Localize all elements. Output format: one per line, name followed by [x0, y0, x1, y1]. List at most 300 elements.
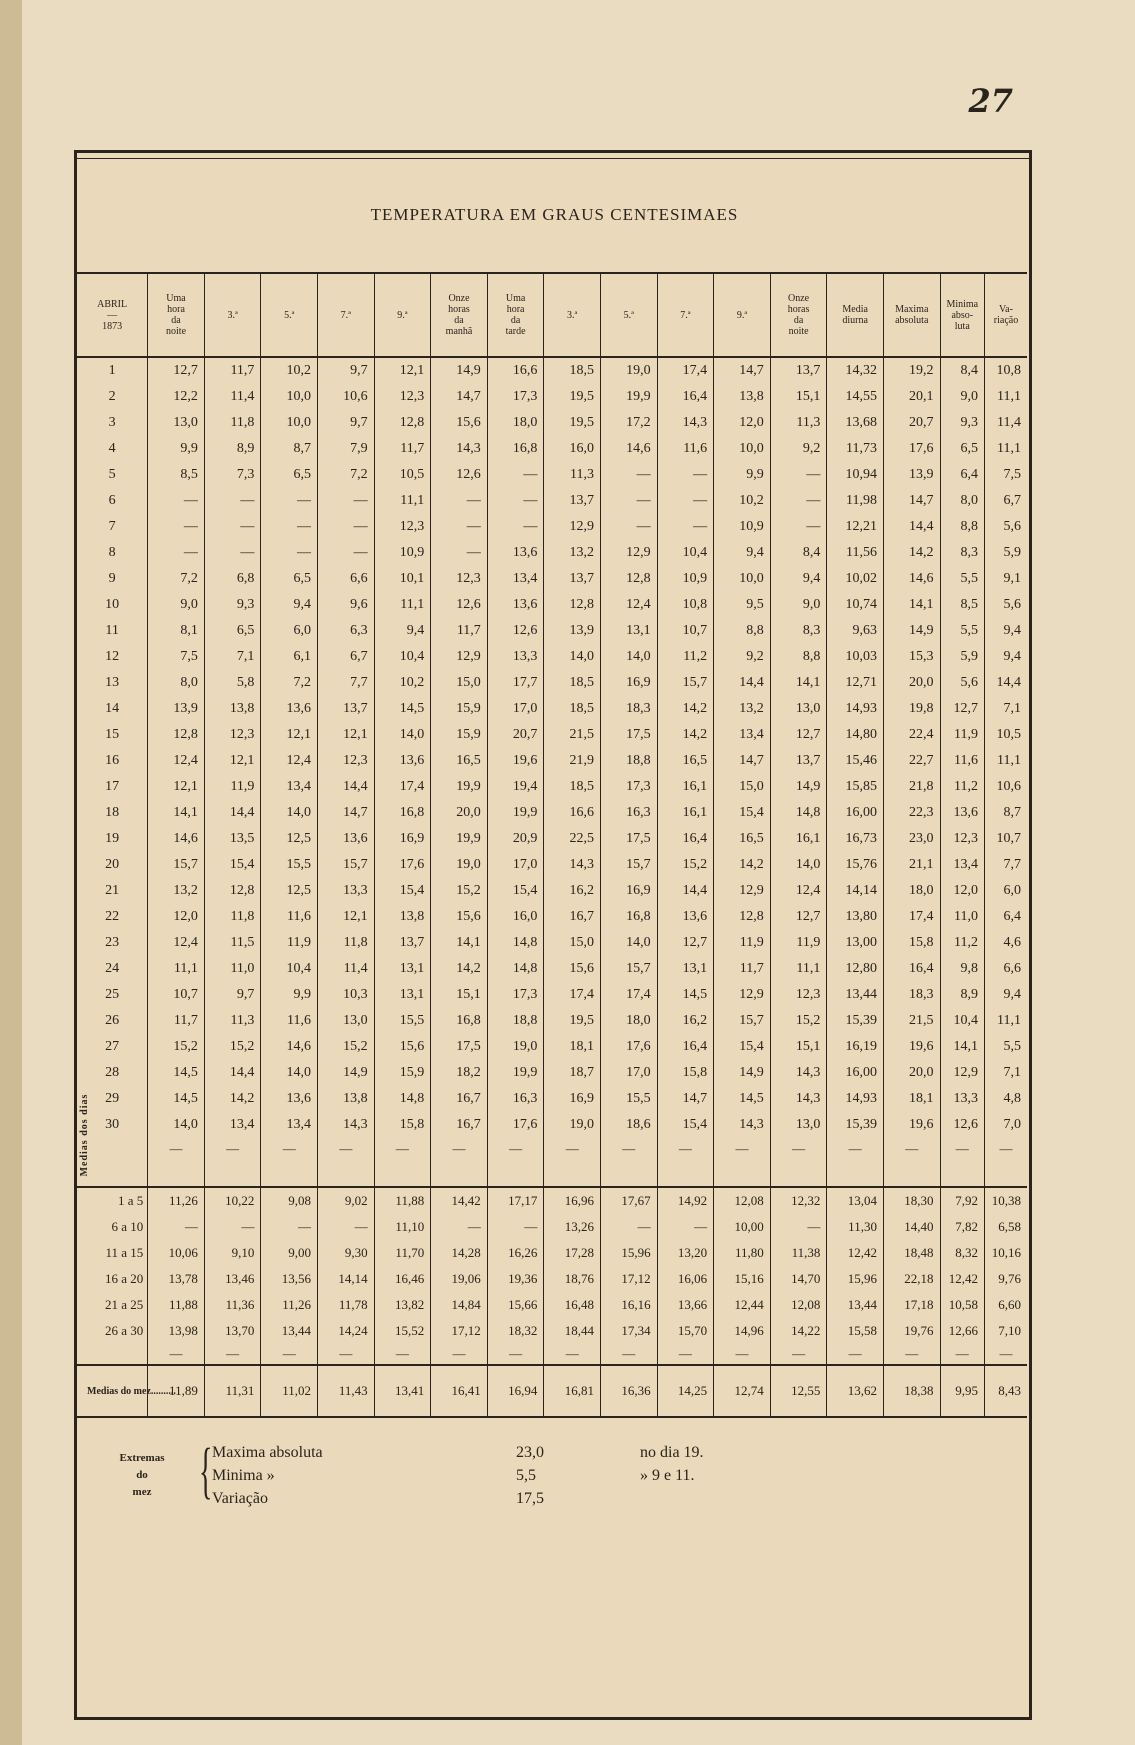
table-cell: 20,1	[883, 384, 940, 410]
table-row	[77, 384, 1027, 410]
table-cell: 6,8	[204, 566, 261, 592]
row-label: 23	[105, 935, 120, 950]
table-cell: 23,0	[883, 826, 940, 852]
table-cell: 21,8	[883, 774, 940, 800]
table-cell: 17,4	[374, 774, 431, 800]
table-cell: 11,1	[374, 592, 431, 618]
row-label: 4	[108, 441, 116, 456]
table-cell: 5,8	[204, 670, 261, 696]
table-cell: —	[204, 1214, 261, 1240]
table-cell: 15,96	[600, 1240, 657, 1266]
table-cell: 12,0	[940, 878, 984, 904]
column-header-line: 5.ª	[284, 309, 295, 321]
table-cell: 11,7	[148, 1008, 205, 1034]
table-cell: 19,6	[883, 1112, 940, 1138]
table-cell: 16,3	[487, 1086, 544, 1112]
table-cell: 7,82	[940, 1214, 984, 1240]
table-cell: 14,1	[883, 592, 940, 618]
table-cell: 10,9	[714, 514, 771, 540]
table-row	[77, 1112, 1027, 1138]
table-cell: 14,42	[431, 1187, 488, 1214]
table-cell: 16,94	[487, 1365, 544, 1417]
table-cell: 17,6	[883, 436, 940, 462]
table-cell: 15,16	[714, 1266, 771, 1292]
table-cell: 6,58	[985, 1214, 1028, 1240]
table-cell: 10,7	[985, 826, 1028, 852]
table-cell: 15,7	[657, 670, 714, 696]
table-cell: 14,80	[827, 722, 884, 748]
table-cell: 7,2	[148, 566, 205, 592]
table-cell: 14,4	[714, 670, 771, 696]
column-header-line: hora	[506, 304, 525, 315]
table-cell: 16,00	[827, 1060, 884, 1086]
table-cell: 13,3	[318, 878, 375, 904]
table-cell: 15,7	[600, 956, 657, 982]
table-cell: 13,9	[544, 618, 601, 644]
medias-row	[77, 1318, 1027, 1344]
table-cell: 17,3	[487, 384, 544, 410]
table-cell: 13,1	[374, 982, 431, 1008]
table-cell: 14,24	[318, 1318, 375, 1344]
table-cell: 20,7	[487, 722, 544, 748]
table-row	[77, 1086, 1027, 1112]
table-cell: —	[487, 462, 544, 488]
table-cell: 18,5	[544, 696, 601, 722]
table-cell: 11,31	[204, 1365, 261, 1417]
table-cell: 12,08	[770, 1292, 827, 1318]
extreme-label: Maxima absoluta	[212, 1444, 323, 1461]
table-cell: 14,9	[714, 1060, 771, 1086]
table-cell: 14,7	[714, 748, 771, 774]
table-cell: —	[657, 1214, 714, 1240]
table-cell: 14,9	[883, 618, 940, 644]
row-label: 16	[105, 753, 120, 768]
column-header	[827, 273, 884, 357]
table-cell: —	[148, 488, 205, 514]
row-label: 24	[105, 961, 120, 976]
table-cell: 14,6	[148, 826, 205, 852]
table-cell: 15,5	[374, 1008, 431, 1034]
dash-cell: —	[148, 1138, 205, 1160]
table-cell: —	[600, 514, 657, 540]
table-cell: 12,8	[204, 878, 261, 904]
table-cell: 13,5	[204, 826, 261, 852]
table-cell: 10,03	[827, 644, 884, 670]
table-cell: 14,4	[318, 774, 375, 800]
table-cell: 7,1	[985, 696, 1028, 722]
table-row	[77, 774, 1027, 800]
table-cell: 14,8	[487, 930, 544, 956]
table-cell: 9,4	[714, 540, 771, 566]
table-cell: 16,41	[431, 1365, 488, 1417]
table-cell: 10,2	[261, 357, 318, 384]
table-cell: 15,6	[544, 956, 601, 982]
dash-cell: —	[985, 1344, 1028, 1365]
extremes-heading-line: do	[136, 1469, 148, 1481]
table-cell: 17,34	[600, 1318, 657, 1344]
medias-row	[77, 1214, 1027, 1240]
table-cell: —	[600, 488, 657, 514]
column-header	[883, 273, 940, 357]
table-cell: 13,4	[487, 566, 544, 592]
table-cell: 14,7	[657, 1086, 714, 1112]
row-label: 27	[105, 1039, 120, 1054]
table-cell: 15,39	[827, 1008, 884, 1034]
table-cell: 13,6	[487, 540, 544, 566]
table-cell: 14,6	[600, 436, 657, 462]
table-cell: 6,1	[261, 644, 318, 670]
table-row	[77, 722, 1027, 748]
table-cell: 15,0	[544, 930, 601, 956]
table-cell: 17,17	[487, 1187, 544, 1214]
table-cell: 11,1	[148, 956, 205, 982]
table-cell: 14,6	[883, 566, 940, 592]
table-cell: 18,3	[600, 696, 657, 722]
table-cell: 8,8	[940, 514, 984, 540]
table-cell: 6,0	[261, 618, 318, 644]
table-cell: 12,3	[940, 826, 984, 852]
table-cell: 11,3	[770, 410, 827, 436]
table-cell: 15,66	[487, 1292, 544, 1318]
table-cell: 21,9	[544, 748, 601, 774]
table-row	[77, 1008, 1027, 1034]
row-label: Medias do mez..........	[77, 1365, 148, 1417]
table-cell: —	[487, 514, 544, 540]
table-cell: 11,2	[940, 930, 984, 956]
row-label: 19	[105, 831, 120, 846]
extreme-value: 17,5	[516, 1490, 544, 1507]
table-cell: 10,4	[374, 644, 431, 670]
table-cell: 12,4	[261, 748, 318, 774]
table-cell: 14,1	[431, 930, 488, 956]
table-cell: 8,8	[714, 618, 771, 644]
dash-cell: —	[770, 1138, 827, 1160]
table-cell: 11,2	[940, 774, 984, 800]
table-cell: 16,5	[714, 826, 771, 852]
table-cell: —	[204, 514, 261, 540]
table-cell: 9,2	[770, 436, 827, 462]
table-cell: 13,68	[827, 410, 884, 436]
table-cell: 10,8	[985, 357, 1028, 384]
table-cell: 9,4	[770, 566, 827, 592]
table-cell: 15,85	[827, 774, 884, 800]
table-cell: 10,0	[714, 436, 771, 462]
table-cell: 14,3	[657, 410, 714, 436]
table-cell: 12,1	[261, 722, 318, 748]
table-cell: 14,0	[374, 722, 431, 748]
table-cell: 15,9	[431, 722, 488, 748]
table-cell: 15,6	[374, 1034, 431, 1060]
column-header-line: Uma	[505, 293, 526, 304]
table-cell: 13,6	[261, 696, 318, 722]
header-row	[77, 273, 1027, 357]
table-cell: 13,44	[261, 1318, 318, 1344]
table-cell: 19,5	[544, 410, 601, 436]
table-cell: 13,7	[374, 930, 431, 956]
table-cell: 14,0	[600, 644, 657, 670]
table-cell: 11,1	[985, 384, 1028, 410]
table-cell: 16,3	[600, 800, 657, 826]
table-cell: 12,1	[148, 774, 205, 800]
table-row	[77, 826, 1027, 852]
table-cell: 10,00	[714, 1214, 771, 1240]
table-cell: 14,14	[318, 1266, 375, 1292]
table-cell: 13,44	[827, 982, 884, 1008]
table-cell: 12,74	[714, 1365, 771, 1417]
table-cell: 11,1	[985, 748, 1028, 774]
spacer-cell	[204, 1160, 261, 1187]
table-cell: 5,6	[940, 670, 984, 696]
table-cell: 15,4	[657, 1112, 714, 1138]
table-cell: 16,4	[657, 1034, 714, 1060]
column-header-line: abso-	[951, 309, 974, 321]
table-cell: 8,4	[940, 357, 984, 384]
table-cell: 12,80	[827, 956, 884, 982]
table-cell: 17,5	[600, 722, 657, 748]
table-cell: 9,76	[985, 1266, 1028, 1292]
table-cell: 9,63	[827, 618, 884, 644]
table-cell: 19,9	[487, 1060, 544, 1086]
table-cell: 12,71	[827, 670, 884, 696]
table-cell: 13,70	[204, 1318, 261, 1344]
table-cell: 15,4	[714, 1034, 771, 1060]
table-cell: 11,78	[318, 1292, 375, 1318]
column-header	[204, 273, 261, 357]
table-cell: 12,3	[431, 566, 488, 592]
extreme-row-minima	[212, 1467, 695, 1485]
dash-cell: —	[487, 1138, 544, 1160]
table-cell: 19,9	[431, 826, 488, 852]
table-cell: 12,3	[374, 384, 431, 410]
table-cell: —	[770, 462, 827, 488]
table-cell: 10,0	[261, 384, 318, 410]
table-cell: 15,7	[600, 852, 657, 878]
table-cell: 12,1	[318, 722, 375, 748]
table-cell: 10,3	[318, 982, 375, 1008]
table-cell: 14,7	[431, 384, 488, 410]
table-cell: 14,4	[204, 1060, 261, 1086]
table-cell: 22,5	[544, 826, 601, 852]
dash-cell: —	[985, 1138, 1028, 1160]
table-cell: 20,7	[883, 410, 940, 436]
table-cell: 14,8	[770, 800, 827, 826]
table-cell: 11,98	[827, 488, 884, 514]
dash-row	[77, 1138, 1027, 1160]
table-cell: 15,2	[770, 1008, 827, 1034]
table-cell: —	[204, 540, 261, 566]
table-cell: 19,0	[487, 1034, 544, 1060]
table-cell: 17,4	[883, 904, 940, 930]
extreme-label: Variação	[212, 1490, 268, 1507]
row-label: 10	[105, 597, 120, 612]
table-cell: 13,82	[374, 1292, 431, 1318]
table-cell: 14,0	[148, 1112, 205, 1138]
table-cell: 17,2	[600, 410, 657, 436]
table-cell: 11,1	[770, 956, 827, 982]
table-cell: 16,9	[600, 670, 657, 696]
table-cell: 13,8	[714, 384, 771, 410]
table-cell: 17,0	[487, 852, 544, 878]
table-cell: 9,1	[985, 566, 1028, 592]
table-cell: 9,2	[714, 644, 771, 670]
extreme-label: Minima »	[212, 1467, 275, 1484]
table-cell: 12,3	[374, 514, 431, 540]
table-cell: 14,5	[148, 1086, 205, 1112]
table-cell: 11,1	[985, 1008, 1028, 1034]
column-header	[374, 273, 431, 357]
table-cell: 13,62	[827, 1365, 884, 1417]
table-cell: 7,2	[261, 670, 318, 696]
table-cell: 8,8	[770, 644, 827, 670]
table-cell: 12,8	[714, 904, 771, 930]
table-cell: 16,1	[657, 800, 714, 826]
table-cell: 13,8	[318, 1086, 375, 1112]
table-cell: 9,4	[374, 618, 431, 644]
table-cell: 8,3	[940, 540, 984, 566]
table-cell: 12,9	[431, 644, 488, 670]
table-cell: 7,7	[985, 852, 1028, 878]
table-cell: 15,5	[261, 852, 318, 878]
table-cell: 14,0	[261, 1060, 318, 1086]
dash-cell: —	[544, 1138, 601, 1160]
table-cell: 11,88	[148, 1292, 205, 1318]
table-row	[77, 956, 1027, 982]
table-cell: 11,9	[261, 930, 318, 956]
table-cell: 17,6	[487, 1112, 544, 1138]
table-cell: 21,5	[883, 1008, 940, 1034]
row-label: 2	[108, 389, 116, 404]
table-cell: 10,4	[261, 956, 318, 982]
table-cell: 16,8	[431, 1008, 488, 1034]
table-cell: 9,9	[261, 982, 318, 1008]
table-cell: 7,2	[318, 462, 375, 488]
table-cell: —	[261, 488, 318, 514]
table-cell: 15,7	[318, 852, 375, 878]
table-cell: 10,4	[657, 540, 714, 566]
table-cell: 10,0	[714, 566, 771, 592]
table-cell: 12,7	[148, 357, 205, 384]
table-cell: —	[318, 514, 375, 540]
dash-cell: —	[204, 1344, 261, 1365]
table-cell: 15,0	[714, 774, 771, 800]
table-cell: —	[431, 1214, 488, 1240]
table-cell: 18,38	[883, 1365, 940, 1417]
medias-row	[77, 1292, 1027, 1318]
table-cell: 6,4	[940, 462, 984, 488]
row-label: 6 a 10	[111, 1219, 144, 1234]
spacer-cell	[770, 1160, 827, 1187]
spacer-cell	[657, 1160, 714, 1187]
dash-cell: —	[883, 1344, 940, 1365]
table-cell: 14,93	[827, 1086, 884, 1112]
extreme-value: 5,5	[516, 1467, 536, 1484]
table-cell: 12,8	[374, 410, 431, 436]
dash-cell: —	[827, 1344, 884, 1365]
table-cell: 14,9	[770, 774, 827, 800]
column-header-line: Va-	[999, 304, 1013, 315]
table-cell: 14,96	[714, 1318, 771, 1344]
dash-cell	[77, 1344, 148, 1365]
table-cell: 13,6	[261, 1086, 318, 1112]
extremes-heading-line: Extremas	[119, 1452, 165, 1464]
table-cell: 9,30	[318, 1240, 375, 1266]
row-label: 21	[105, 883, 120, 898]
table-cell: 5,9	[940, 644, 984, 670]
table-cell: 15,6	[431, 410, 488, 436]
table-row	[77, 566, 1027, 592]
table-cell: 20,0	[431, 800, 488, 826]
extreme-note: » 9 e 11.	[640, 1467, 695, 1484]
table-cell: 7,0	[985, 1112, 1028, 1138]
table-cell: 13,4	[261, 774, 318, 800]
table-cell: —	[261, 1214, 318, 1240]
table-cell: 6,7	[985, 488, 1028, 514]
table-cell: 12,42	[940, 1266, 984, 1292]
table-cell: 16,81	[544, 1365, 601, 1417]
table-cell: 14,3	[770, 1086, 827, 1112]
column-header	[318, 273, 375, 357]
column-header	[985, 273, 1028, 357]
table-cell: 19,0	[600, 357, 657, 384]
table-cell: 9,08	[261, 1187, 318, 1214]
table-cell: 18,8	[600, 748, 657, 774]
table-cell: —	[318, 540, 375, 566]
row-label: 11 a 15	[105, 1245, 144, 1260]
table-cell: 14,92	[657, 1187, 714, 1214]
table-cell: 14,25	[657, 1365, 714, 1417]
table-cell: 16,16	[600, 1292, 657, 1318]
table-cell: 14,22	[770, 1318, 827, 1344]
row-label: 7	[108, 519, 116, 534]
table-cell: 17,12	[431, 1318, 488, 1344]
table-cell: 16,8	[600, 904, 657, 930]
dash-cell: —	[600, 1344, 657, 1365]
column-header-line: Maxima	[895, 304, 929, 315]
extreme-row-maxima	[212, 1444, 704, 1462]
table-cell: 12,2	[148, 384, 205, 410]
table-cell: 12,0	[148, 904, 205, 930]
table-cell: 13,6	[318, 826, 375, 852]
column-header	[940, 273, 984, 357]
table-cell: 10,6	[985, 774, 1028, 800]
table-cell: 22,7	[883, 748, 940, 774]
spacer-cell	[487, 1160, 544, 1187]
table-cell: 16,9	[544, 1086, 601, 1112]
table-cell: 7,92	[940, 1187, 984, 1214]
table-cell: 13,7	[770, 748, 827, 774]
table-cell: 12,1	[374, 357, 431, 384]
table-cell: 15,8	[374, 1112, 431, 1138]
table-cell: 7,1	[204, 644, 261, 670]
frame-inner-rule	[74, 158, 1032, 159]
table-cell: 10,38	[985, 1187, 1028, 1214]
column-header-line: 3.ª	[567, 309, 578, 321]
table-cell: 12,7	[940, 696, 984, 722]
table-cell: 14,3	[544, 852, 601, 878]
table-cell: 14,5	[714, 1086, 771, 1112]
table-cell: 11,0	[204, 956, 261, 982]
table-cell: 16,4	[657, 826, 714, 852]
table-cell: 16,00	[827, 800, 884, 826]
table-cell: 11,1	[985, 436, 1028, 462]
table-cell: 17,5	[431, 1034, 488, 1060]
table-cell: 13,7	[318, 696, 375, 722]
dash-cell: —	[714, 1138, 771, 1160]
table-cell: 15,4	[714, 800, 771, 826]
table-cell: 5,9	[985, 540, 1028, 566]
table-cell: 11,5	[204, 930, 261, 956]
table-cell: 15,1	[431, 982, 488, 1008]
